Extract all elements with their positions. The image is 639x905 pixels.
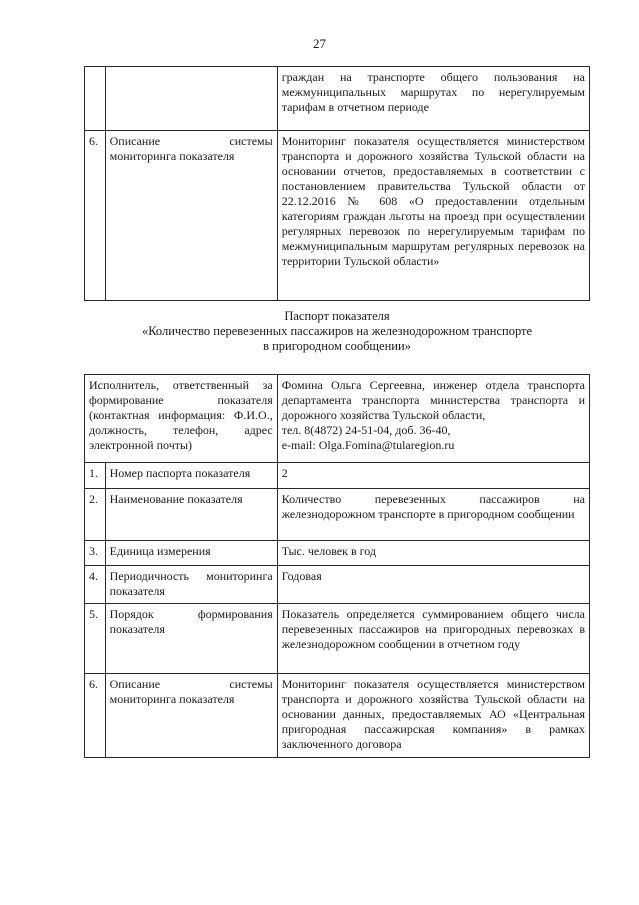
row-value-cell: Мониторинг показателя осуществляется министерством транспорта и дорожного хозяйства Тульской области на основании отчетов, предоставляемых в соответствии с постановлением правительства Тульской области от 22.12.2016 № 608 «О предоставлении отдельным категориям граждан льготы на проезд при осуществлении регулярных перевозок по нерегулируемым тарифам по межмуниципальным маршрутам регулярных перевозок на территории Тульской области» [277, 131, 589, 301]
row-number-cell [85, 67, 106, 131]
row-number-cell: 4. [85, 566, 106, 604]
passport-subtitle-line1: «Количество перевезенных пассажиров на железнодорожном транспорте [141, 324, 533, 338]
row-label-cell: Порядок формирования показателя [105, 604, 277, 674]
indicator-passport-table [84, 374, 590, 758]
passport-subtitle-line2: в пригородном сообщении» [263, 339, 411, 353]
row-label-cell: Описание системы мониторинга показателя [105, 131, 277, 301]
row-value-cell: Мониторинг показателя осуществляется министерством транспорта и дорожного хозяйства Тульской области на основании данных, предоставляемых АО «Центральная пригородная пассажирская компания» в рамках заключенного договора [277, 674, 589, 758]
table-row [85, 541, 590, 566]
row-label-cell [105, 67, 277, 131]
row-value-cell: Показатель определяется суммированием общего числа перевезенных пассажиров на пригородных перевозках в железнодорожном сообщении в отчетном году [277, 604, 589, 674]
table-row [85, 566, 590, 604]
table-row [85, 131, 590, 301]
row-label-cell: Единица измерения [105, 541, 277, 566]
table-row [85, 67, 590, 131]
row-value-cell: Годовая [277, 566, 589, 604]
row-number-cell: 6. [85, 674, 106, 758]
executor-label-cell: Исполнитель, ответственный за формирование показателя (контактная информация: Ф.И.О., должность, телефон, адрес электронной почты) [85, 375, 278, 463]
row-number-cell: 1. [85, 463, 106, 489]
row-value-cell: 2 [277, 463, 589, 489]
row-value-cell: Тыс. человек в год [277, 541, 589, 566]
passport-heading [84, 309, 590, 354]
executor-name: Фомина Ольга Сергеевна, инженер отдела транспорта департамента транспорта министерства транспорта и дорожного хозяйства Тульской области, [281, 378, 585, 422]
executor-phone: тел. 8(4872) 24-51-04, доб. 36-40, [281, 423, 451, 437]
passport-title: Паспорт показателя [284, 309, 390, 323]
row-value-cell: Количество перевезенных пассажиров на железнодорожном транспорте в пригородном сообщении [277, 489, 589, 541]
page-number: 27 [313, 36, 326, 51]
row-label-cell: Наименование показателя [105, 489, 277, 541]
row-number-cell: 3. [85, 541, 106, 566]
row-value-cell: граждан на транспорте общего пользования на межмуниципальных маршрутах по нерегулируемым тарифам в отчетном периоде [277, 67, 589, 131]
row-number-cell: 6. [85, 131, 106, 301]
indicator-table-continued [84, 66, 590, 301]
table-row-executor [85, 375, 590, 463]
table-row [85, 463, 590, 489]
row-label-cell: Описание системы мониторинга показателя [105, 674, 277, 758]
table-row [85, 489, 590, 541]
row-number-cell: 2. [85, 489, 106, 541]
row-label-cell: Периодичность мониторинга показателя [105, 566, 277, 604]
executor-email: e-mail: Olga.Fomina@tularegion.ru [281, 438, 455, 452]
table-row [85, 604, 590, 674]
row-label-cell: Номер паспорта показателя [105, 463, 277, 489]
row-number-cell: 5. [85, 604, 106, 674]
executor-value-cell [277, 375, 589, 463]
table-row [85, 674, 590, 758]
